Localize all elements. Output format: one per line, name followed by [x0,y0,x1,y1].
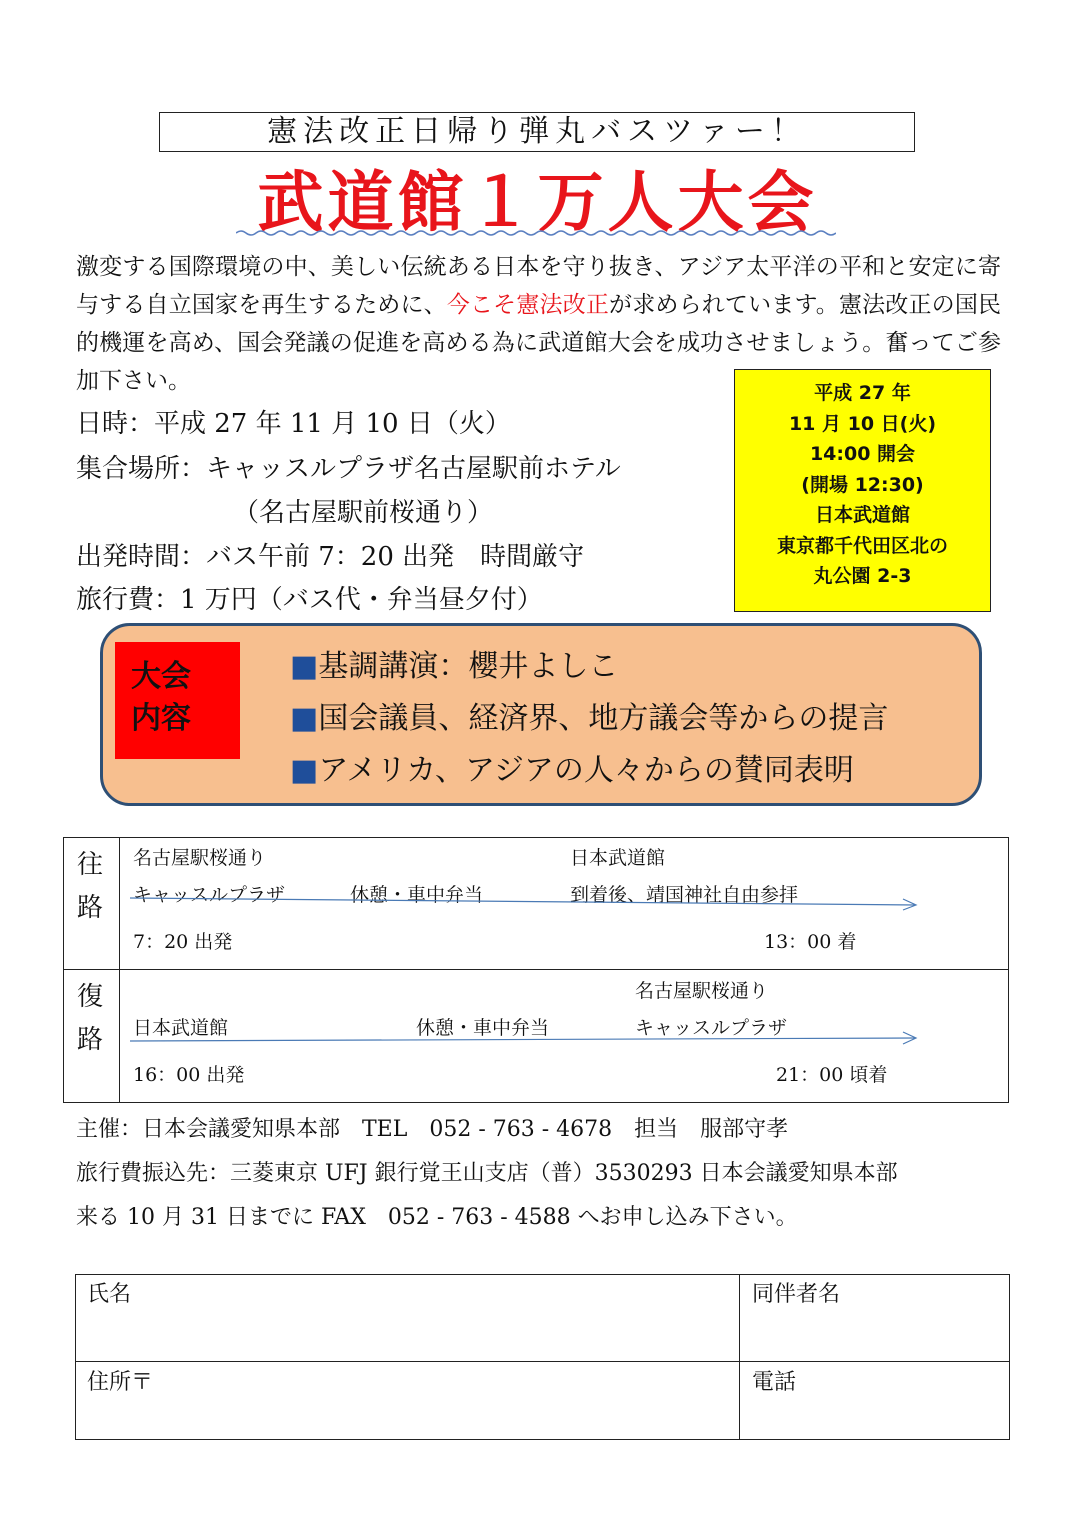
return-rest: 休憩・車中弁当 [416,1017,550,1039]
datetime: 日時：平成 27 年 11 月 10 日（火） [76,409,511,439]
companion-field-label: 同伴者名 [752,1282,841,1307]
return-start: 日本武道館 [133,1017,229,1039]
outbound-arrow-icon [130,895,922,911]
event-info-box [734,369,991,612]
return-arrive-time: 21：00 頃着 [776,1064,888,1086]
bullet-square-icon: ■ [290,701,319,736]
program-item-text: アメリカ、アジアの人々からの賛同表明 [318,753,854,788]
name-field-label: 氏名 [87,1282,132,1307]
bank-info: 旅行費振込先：三菱東京 UFJ 銀行覚王山支店（普）3530293 日本会議愛知県本部 [76,1161,898,1186]
form-divider [739,1274,740,1440]
program-item [290,751,854,791]
outbound-arrive-time: 13：00 着 [764,931,857,953]
outbound-dest-top: 日本武道館 [570,847,666,869]
bullet-square-icon: ■ [290,753,319,788]
program-label [115,642,240,759]
event-line: (開場 12:30) [801,473,924,496]
return-arrow-icon [130,1029,922,1045]
outbound-rest: 休憩・車中弁当 [350,884,484,906]
program-label-line1: 大会 [131,659,191,694]
outbound-dest: 到着後、靖国神社自由参拝 [570,884,799,906]
program-item [290,647,618,687]
program-item-text: 基調講演：櫻井よしこ [318,649,619,684]
intro-text-after: が求められています。憲法改正の国民的機運を高め、国会発議の促進を高める為に武道館大会を成功させましょう。奮ってご参加下さい。 [76,292,1002,394]
sponsor-info: 主催：日本会議愛知県本部 TEL 052 - 763 - 4678 担当 服部守孝 [76,1117,789,1142]
travel-fee: 旅行費：1 万円（バス代・弁当昼夕付） [76,585,543,615]
form-divider [75,1361,1010,1362]
program-item-text: 国会議員、経済界、地方議会等からの提言 [318,701,889,736]
bullet-square-icon: ■ [290,649,319,684]
address-field-label: 住所〒 [87,1370,154,1395]
itinerary-divider [119,837,120,1103]
subtitle-box [159,112,915,152]
outbound-depart-time: 7：20 出発 [133,931,233,953]
phone-field-label: 電話 [752,1370,797,1395]
meeting-place: 集合場所：キャッスルプラザ名古屋駅前ホテル [76,454,621,484]
return-head-1: 復 [76,982,103,1012]
outbound-start: キャッスルプラザ [133,884,286,906]
event-line: 東京都千代田区北の [776,534,948,557]
outbound-head-2: 路 [76,893,103,923]
departure-time: 出発時間：バス午前 7：20 出発 時間厳守 [76,542,585,572]
meeting-place-note: （名古屋駅前桜通り） [233,498,494,528]
program-label-line2: 内容 [131,701,191,736]
application-form [75,1274,1010,1440]
return-head-2: 路 [76,1025,103,1055]
return-dest-top: 名古屋駅桜通り [635,980,769,1002]
program-item [290,699,888,739]
return-dest: キャッスルプラザ [635,1017,788,1039]
intro-text-before: 激変する国際環境の中、美しい伝統ある日本を守り抜き、アジア太平洋の平和と安定に寄与する自立国家を再生するために、 [76,254,1001,318]
event-line: 平成 27 年 [814,382,911,404]
event-line: 丸公園 2-3 [813,565,912,587]
return-depart-time: 16：00 出発 [133,1064,245,1086]
event-line: 11 月 10 日(火) [788,412,937,435]
deadline-info: 来る 10 月 31 日までに FAX 052 - 763 - 4588 へお申し込み下さい。 [76,1205,798,1230]
outbound-head-1: 往 [76,850,103,880]
outbound-start-top: 名古屋駅桜通り [133,847,267,869]
page-title: 武道館１万人大会 [257,163,818,241]
event-line: 14:00 開会 [809,443,916,465]
itinerary-divider [63,969,1009,970]
event-line: 日本武道館 [814,504,910,526]
intro-highlight: 今こそ憲法改正 [446,292,610,318]
title-wavy-underline [236,229,836,237]
subtitle: 憲法改正日帰り弾丸バスツァー！ [267,114,807,149]
